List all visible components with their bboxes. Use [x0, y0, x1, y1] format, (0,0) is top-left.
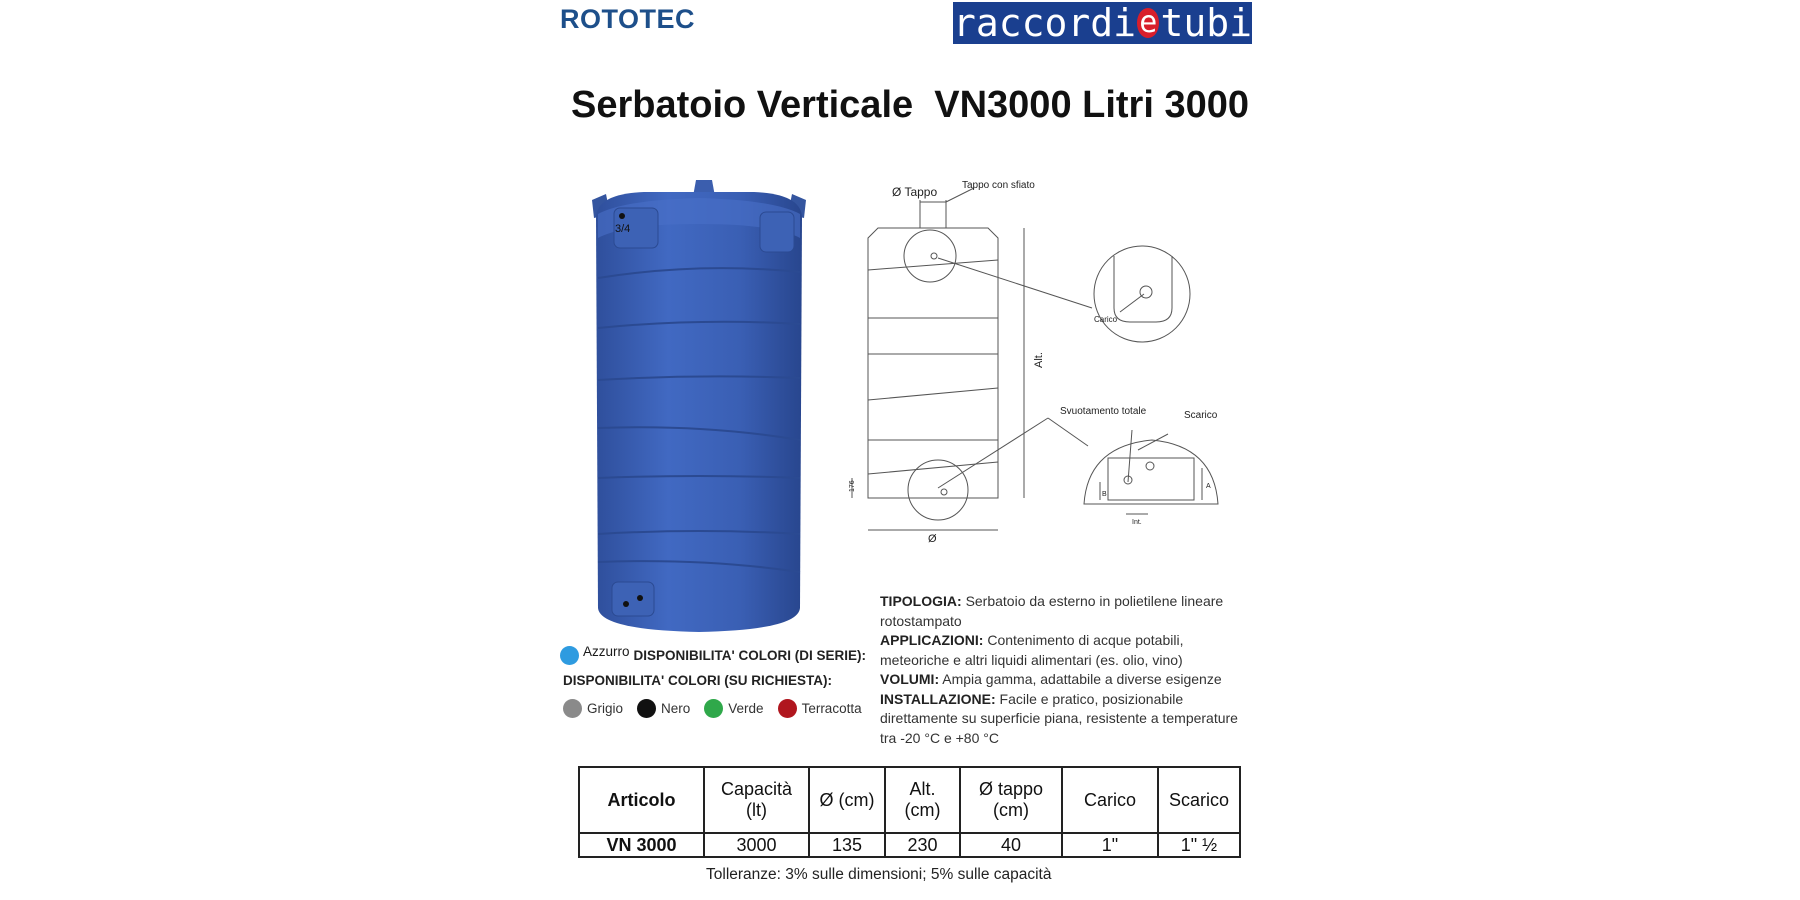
colors-standard-label: DISPONIBILITA' COLORI (DI SERIE):	[633, 648, 866, 663]
color-dot-terracotta	[778, 699, 797, 718]
label-scarico: Scarico	[1184, 410, 1218, 421]
label-int: Int.	[1132, 519, 1142, 526]
table-cell: 1"	[1062, 833, 1158, 857]
label-176: 176	[849, 480, 856, 492]
table-header-cell: Scarico	[1158, 767, 1240, 833]
color-name-terracotta: Terracotta	[801, 701, 862, 716]
table-header-cell: Articolo	[579, 767, 704, 833]
color-option-verde	[704, 699, 763, 718]
tolerance-note: Tolleranze: 3% sulle dimensioni; 5% sulle capacità	[706, 866, 1052, 883]
technical-drawing	[838, 178, 1238, 558]
color-dot-verde	[704, 699, 723, 718]
label-diameter: Ø	[928, 533, 937, 545]
color-dot-azzurro	[560, 646, 579, 665]
table-header-cell: Carico	[1062, 767, 1158, 833]
color-name-verde: Verde	[728, 701, 764, 716]
table-cell: VN 3000	[579, 833, 704, 857]
colors-request-label: DISPONIBILITA' COLORI (SU RICHIESTA):	[563, 673, 832, 688]
color-name-nero: Nero	[661, 701, 691, 716]
color-option-terracotta	[778, 699, 862, 718]
raccordietubi-logo[interactable]	[953, 2, 1252, 44]
label-alt: Alt.	[1033, 352, 1045, 368]
label-carico: Carico	[1094, 315, 1118, 324]
tank-product-image	[584, 178, 814, 638]
info-volumi: VOLUMI: Ampia gamma, adattabile a diverse esigenze	[880, 671, 1222, 687]
logo-text-e: e	[1137, 8, 1159, 38]
color-dot-grigio	[563, 699, 582, 718]
table-cell: 135	[809, 833, 885, 857]
table-cell: 1" ½	[1158, 833, 1240, 857]
table-cell: 3000	[704, 833, 809, 857]
info-installazione: INSTALLAZIONE: Facile e pratico, posizionabile direttamente su superficie piana, resistente a temperature tra -20 °C e +80 °C	[880, 690, 1238, 746]
page-title: Serbatoio Verticale VN3000 Litri 3000	[570, 84, 1249, 126]
logo-text-tubi: tubi	[1160, 1, 1252, 45]
color-option-nero	[637, 699, 690, 718]
color-option-grigio	[563, 699, 623, 718]
product-info	[880, 592, 1240, 748]
table-header-cell: Alt. (cm)	[885, 767, 960, 833]
table-header-row	[579, 767, 1240, 833]
table-row	[579, 833, 1240, 857]
label-tappo: Ø Tappo	[892, 185, 938, 199]
color-name-azzurro: Azzurro	[583, 644, 630, 659]
info-tipologia: TIPOLOGIA: Serbatoio da esterno in polietilene lineare rotostampato	[880, 593, 1224, 629]
label-tappo-sfiato: Tappo con sfiato	[962, 180, 1035, 191]
rototec-logo: ROTOTEC	[560, 4, 696, 34]
info-applicazioni: APPLICAZIONI: Contenimento di acque potabili, meteoriche e altri liquidi alimentari (es. olio, vino)	[880, 632, 1184, 668]
colors-standard	[560, 646, 866, 665]
table-cell: 230	[885, 833, 960, 857]
label-a: A	[1206, 483, 1211, 490]
label-svuotamento: Svuotamento totale	[1060, 406, 1147, 417]
table-header-cell: Ø (cm)	[809, 767, 885, 833]
label-b: B	[1102, 491, 1107, 498]
tank-label-34: 3/4	[615, 223, 631, 235]
logo-text-raccordi: raccordi	[953, 1, 1137, 45]
color-name-grigio: Grigio	[587, 701, 624, 716]
color-dot-nero	[637, 699, 656, 718]
table-cell: 40	[960, 833, 1062, 857]
spec-table	[578, 766, 1241, 858]
table-header-cell: Capacità (lt)	[704, 767, 809, 833]
colors-request-options	[563, 699, 876, 718]
table-header-cell: Ø tappo (cm)	[960, 767, 1062, 833]
